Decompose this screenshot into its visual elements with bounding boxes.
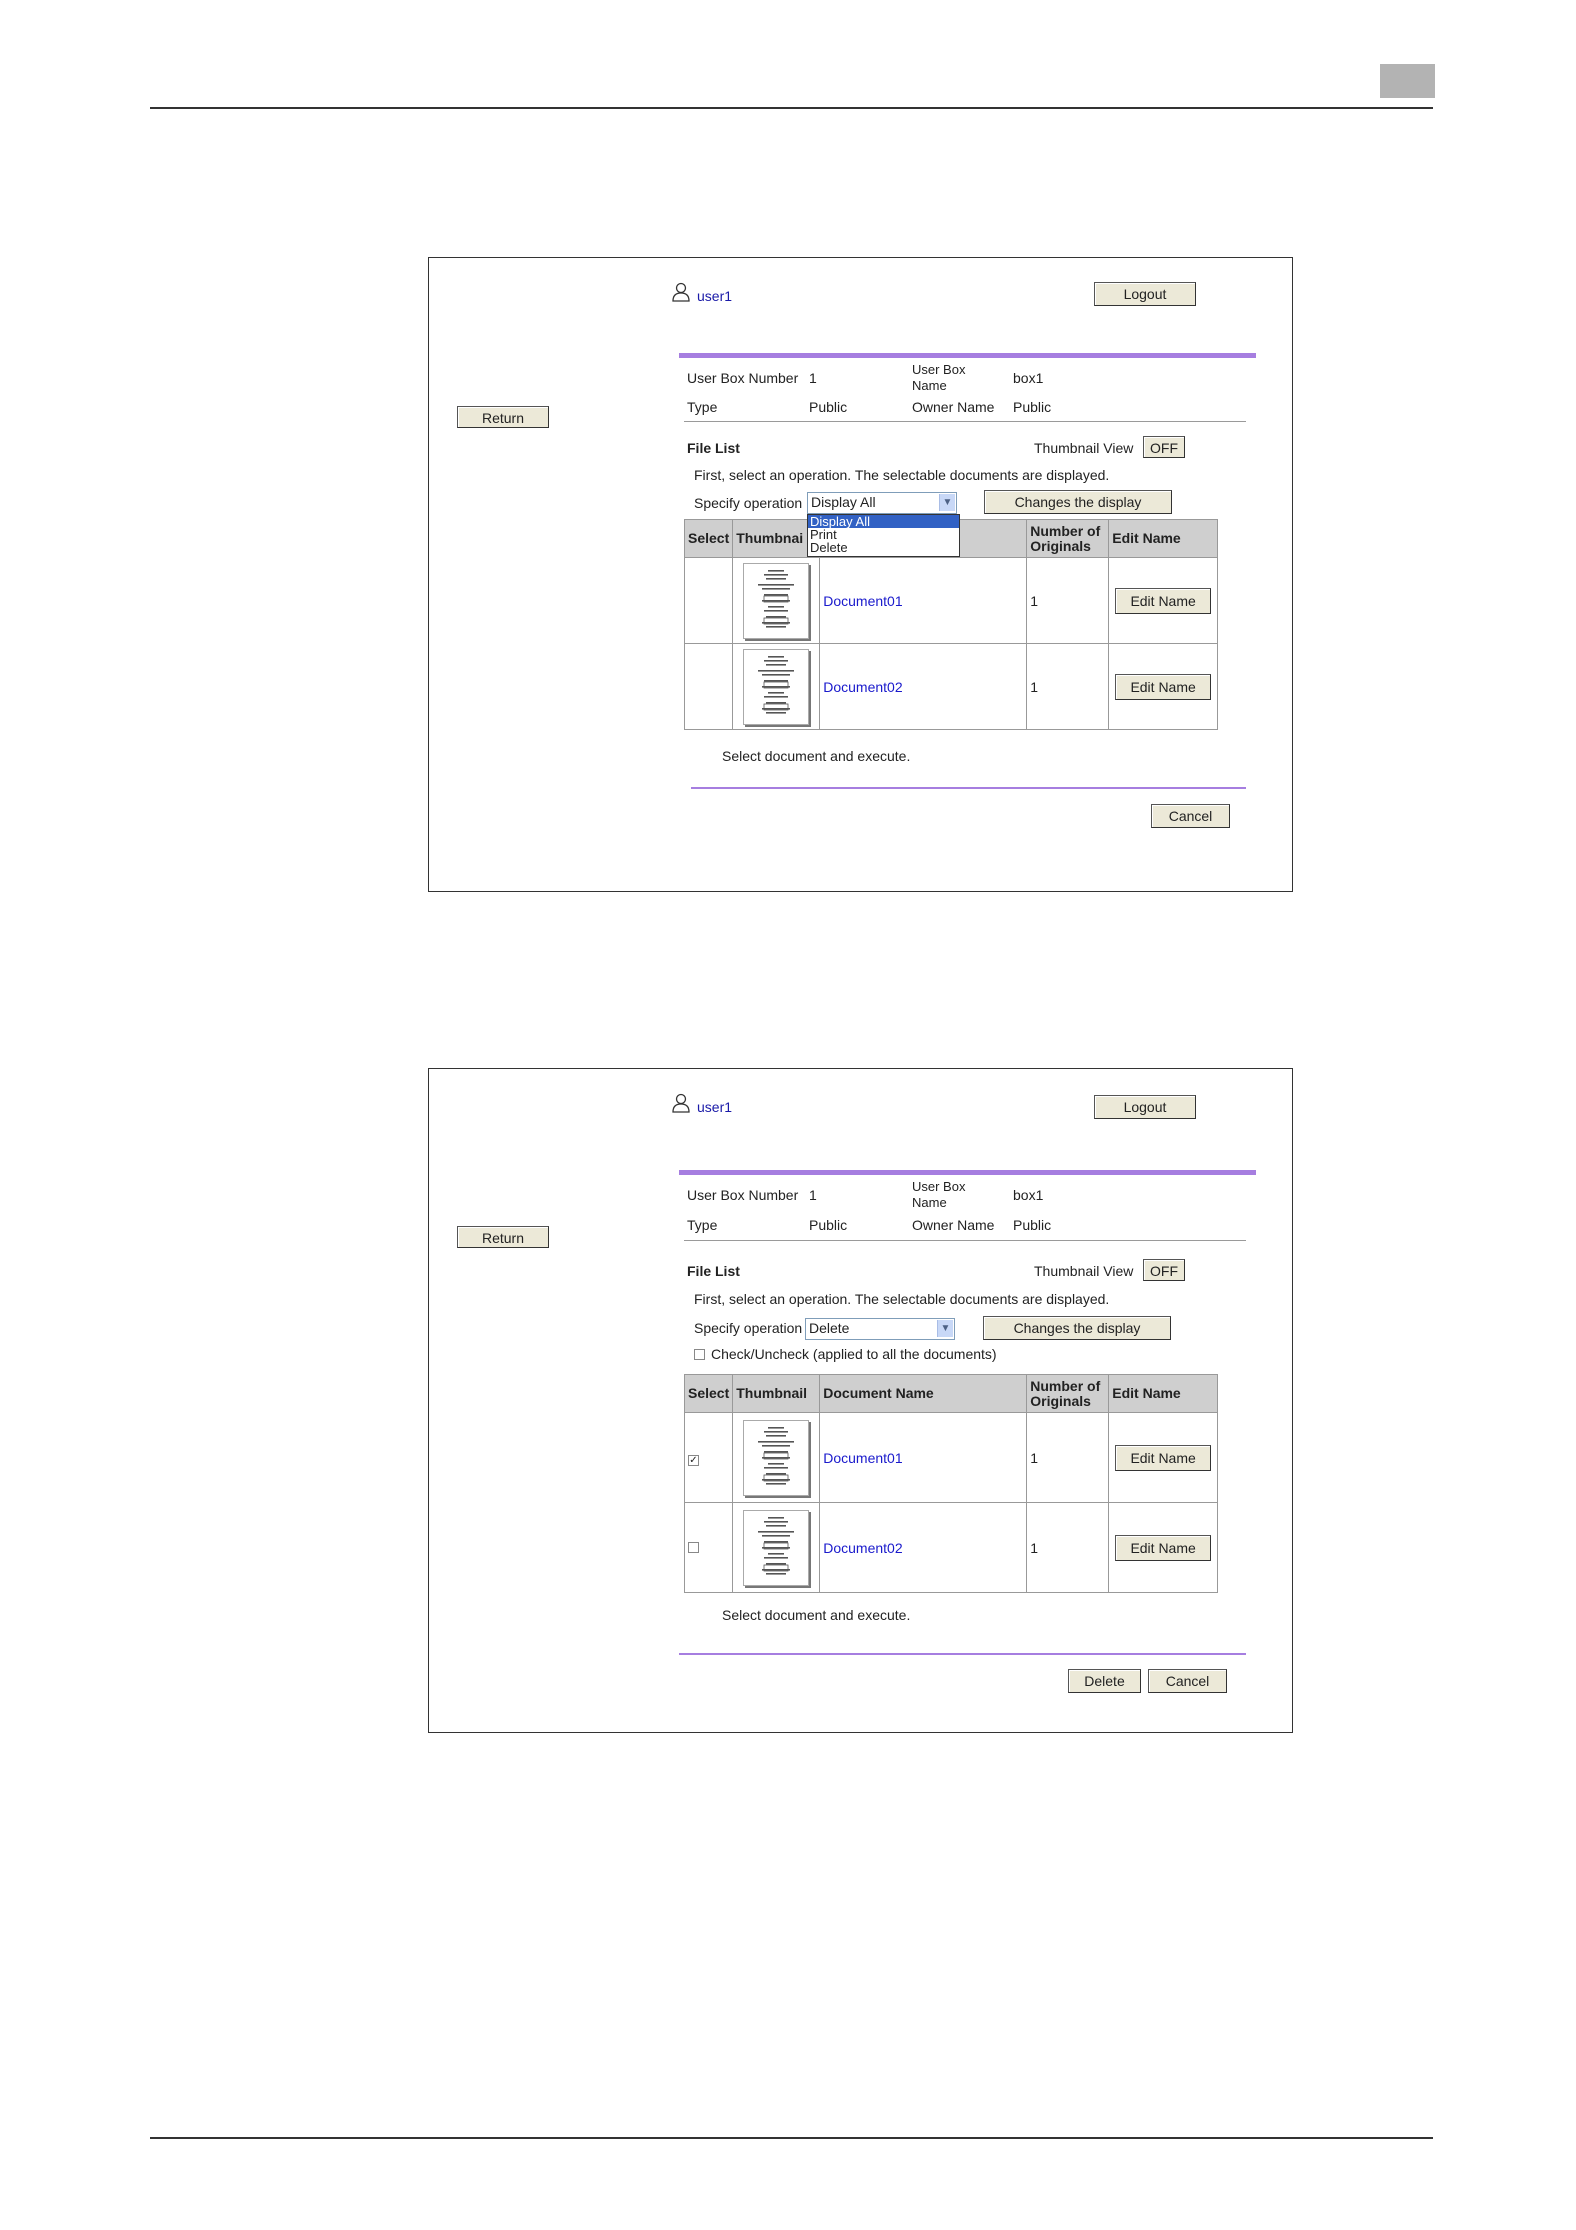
box-number-value: 1 [809, 370, 817, 386]
screenshot-display-all [428, 257, 1293, 892]
box-name-label-line2: Name [912, 378, 947, 393]
owner-label: Owner Name [912, 1217, 995, 1233]
col-originals-line2: Originals [1030, 1392, 1091, 1409]
col-originals-line2: Originals [1030, 537, 1091, 554]
select-cell [685, 644, 733, 730]
check-all-checkbox[interactable] [694, 1349, 705, 1360]
return-button[interactable]: Return [457, 1226, 549, 1248]
check-all-row [694, 1346, 997, 1362]
info-divider [684, 421, 1246, 422]
col-select: Select [685, 520, 733, 558]
user-icon [672, 282, 690, 302]
table-row [685, 1503, 1218, 1593]
col-originals-line1: Number of [1030, 1377, 1101, 1394]
thumbnail-cell [733, 558, 820, 644]
user-name[interactable]: user1 [697, 288, 733, 304]
edit-name-cell [1109, 644, 1218, 730]
document-name-cell [820, 1413, 1027, 1503]
box-name-value: box1 [1013, 1187, 1044, 1203]
footer-instruction: Select document and execute. [722, 748, 911, 764]
header-rule [679, 1170, 1256, 1175]
table-row [685, 1413, 1218, 1503]
box-name-label-line1: User Box [912, 362, 966, 377]
box-name-value: box1 [1013, 370, 1044, 386]
originals-cell: 1 [1027, 644, 1109, 730]
thumbnail-cell [733, 644, 820, 730]
header-rule [679, 353, 1256, 358]
user-name[interactable]: user1 [697, 1099, 733, 1115]
box-number-label: User Box Number [687, 370, 799, 386]
file-list-title: File List [687, 1263, 740, 1279]
col-originals [1027, 520, 1109, 558]
specify-operation-label: Specify operation [694, 495, 803, 511]
edit-name-button[interactable]: Edit Name [1115, 674, 1211, 700]
document-link[interactable]: Document02 [823, 678, 903, 695]
chevron-down-icon[interactable]: ▼ [937, 1320, 953, 1337]
instruction-text: First, select an operation. The selectable documents are displayed. [694, 467, 1110, 483]
box-number-label: User Box Number [687, 1187, 799, 1203]
file-list-title: File List [687, 440, 740, 456]
chevron-down-icon[interactable]: ▼ [939, 494, 955, 511]
originals-cell: 1 [1027, 1413, 1109, 1503]
col-select: Select [685, 1375, 733, 1413]
document-thumbnail[interactable] [743, 563, 809, 639]
box-name-label-line1: User Box [912, 1179, 966, 1194]
originals-cell: 1 [1027, 1503, 1109, 1593]
logout-button[interactable]: Logout [1094, 282, 1196, 306]
edit-name-button[interactable]: Edit Name [1115, 588, 1211, 614]
cancel-button[interactable]: Cancel [1151, 804, 1230, 828]
row-checkbox[interactable]: ✓ [689, 1454, 698, 1466]
changes-display-button[interactable]: Changes the display [983, 1316, 1171, 1340]
box-number-value: 1 [809, 1187, 817, 1203]
owner-value: Public [1013, 399, 1052, 415]
table-row [685, 644, 1218, 730]
operation-select-value: Delete [809, 1320, 850, 1336]
footer-rule [679, 1653, 1246, 1655]
thumbnail-view-toggle[interactable]: OFF [1143, 1259, 1185, 1281]
col-originals-line1: Number of [1030, 522, 1101, 539]
select-cell [685, 1413, 733, 1503]
edit-name-cell [1109, 1413, 1218, 1503]
page-number-tab [1380, 64, 1435, 98]
col-originals [1027, 1375, 1109, 1413]
cancel-button[interactable]: Cancel [1148, 1669, 1227, 1693]
logout-button[interactable]: Logout [1094, 1095, 1196, 1119]
dropdown-option[interactable]: Print [810, 527, 837, 542]
col-thumbnail: Thumbnai [733, 520, 820, 558]
edit-name-button[interactable]: Edit Name [1115, 1445, 1211, 1471]
check-all-label: Check/Uncheck (applied to all the documents) [711, 1346, 997, 1362]
table-header-row [685, 1375, 1218, 1413]
edit-name-cell [1109, 1503, 1218, 1593]
file-list-table [684, 1374, 1218, 1593]
thumbnail-view-toggle[interactable]: OFF [1143, 436, 1185, 458]
thumbnail-view-label: Thumbnail View [1034, 1263, 1134, 1279]
type-value: Public [809, 1217, 848, 1233]
page-footer-rule [150, 2137, 1433, 2139]
owner-value: Public [1013, 1217, 1052, 1233]
owner-label: Owner Name [912, 399, 995, 415]
footer-rule [691, 787, 1246, 789]
select-cell [685, 1503, 733, 1593]
dropdown-option[interactable]: Delete [810, 540, 848, 555]
document-thumbnail[interactable] [743, 649, 809, 725]
document-name-cell [820, 644, 1027, 730]
col-edit-name: Edit Name [1109, 1375, 1218, 1413]
user-icon [672, 1093, 690, 1113]
document-link[interactable]: Document02 [823, 1539, 903, 1556]
box-name-label-line2: Name [912, 1195, 947, 1210]
thumbnail-cell [733, 1503, 820, 1593]
info-divider [684, 1240, 1246, 1241]
screenshot-delete-mode [428, 1068, 1293, 1733]
document-name-cell [820, 1503, 1027, 1593]
instruction-text: First, select an operation. The selectable documents are displayed. [694, 1291, 1110, 1307]
specify-operation-label: Specify operation [694, 1320, 803, 1336]
col-edit-name: Edit Name [1109, 520, 1218, 558]
select-cell [685, 558, 733, 644]
col-document-name: Document Name [820, 1375, 1027, 1413]
edit-name-cell [1109, 558, 1218, 644]
thumbnail-cell [733, 1413, 820, 1503]
document-name-cell [820, 558, 1027, 644]
type-label: Type [687, 1217, 718, 1233]
dropdown-option[interactable]: Display All [808, 515, 959, 528]
delete-button[interactable]: Delete [1068, 1669, 1141, 1693]
changes-display-button[interactable]: Changes the display [984, 490, 1172, 514]
return-button[interactable]: Return [457, 406, 549, 428]
type-label: Type [687, 399, 718, 415]
operation-select[interactable] [805, 1318, 955, 1340]
document-thumbnail[interactable] [743, 1420, 809, 1496]
thumbnail-view-label: Thumbnail View [1034, 440, 1134, 456]
originals-cell: 1 [1027, 558, 1109, 644]
operation-dropdown-list[interactable] [807, 514, 960, 557]
edit-name-button[interactable]: Edit Name [1115, 1535, 1211, 1561]
footer-instruction: Select document and execute. [722, 1607, 911, 1623]
row-checkbox[interactable] [688, 1542, 699, 1553]
document-link[interactable]: Document01 [823, 592, 903, 609]
col-thumbnail: Thumbnail [733, 1375, 820, 1413]
document-thumbnail[interactable] [743, 1510, 809, 1586]
type-value: Public [809, 399, 848, 415]
table-row [685, 558, 1218, 644]
document-link[interactable]: Document01 [823, 1449, 903, 1466]
page-header-rule [150, 107, 1433, 109]
operation-select[interactable] [807, 492, 957, 514]
operation-select-value: Display All [811, 494, 876, 510]
